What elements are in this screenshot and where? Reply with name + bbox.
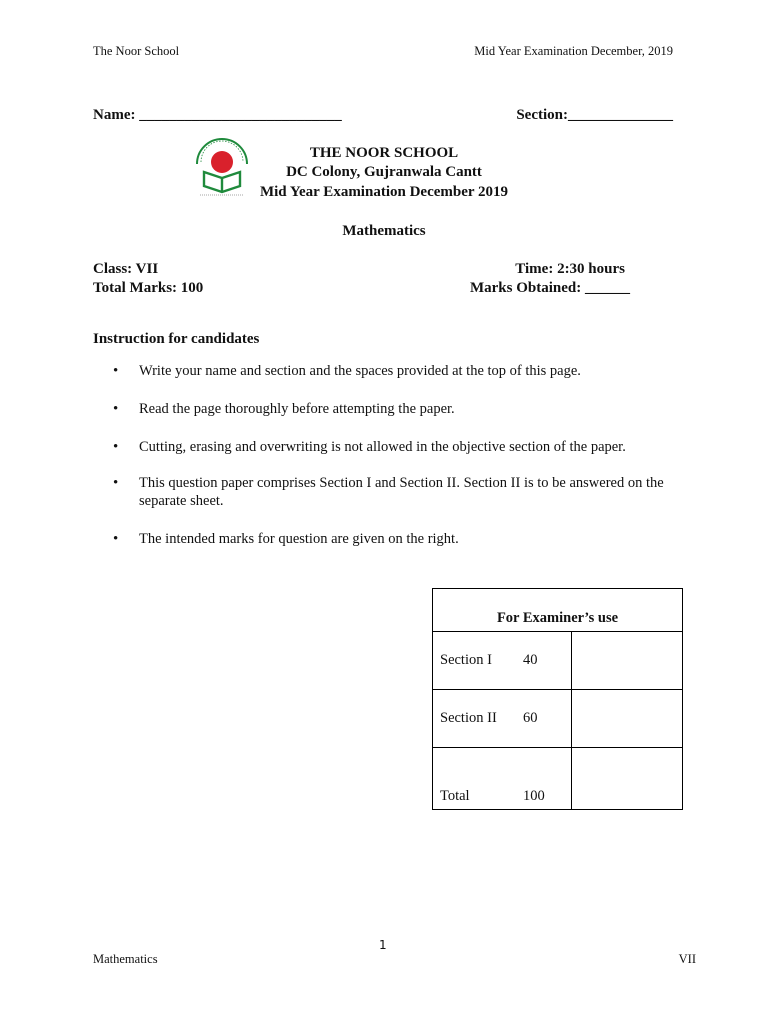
footer-subject: Mathematics [93,952,158,966]
instruction-item: • Read the page thoroughly before attempting the paper. [113,400,673,418]
section-marks: 40 [523,652,538,668]
class-label: Class: VII [93,261,159,277]
instruction-item: • The intended marks for question are given on the right. [113,530,673,548]
section-label: Section II [440,710,497,726]
time-label: Time: 2:30 hours [515,261,625,277]
page-number: 1 [379,938,387,952]
total-marks-label: Total Marks: 100 [93,280,204,296]
marks-obtained-field: Marks Obtained: ______ [469,280,630,296]
subject-title: Mathematics [342,223,426,239]
footer-class: VII [678,952,696,966]
total-marks: 100 [523,788,545,804]
exam-title: Mid Year Examination December 2019 [259,184,509,200]
instruction-item: • This question paper comprises Section I and Section II. Section II is to be answered on the separate sheet. [113,474,669,510]
section-field: Section:______________ [516,107,673,123]
instruction-item: • Write your name and section and the spaces provided at the top of this page. [113,362,673,380]
instructions-heading: Instruction for candidates [93,331,260,347]
instructions-list [113,362,673,548]
table-row [433,748,683,810]
table-row [433,632,683,690]
total-label: Total [440,788,470,804]
header-exam-title: Mid Year Examination December, 2019 [474,44,673,58]
school-address: DC Colony, Gujranwala Cantt [286,164,482,180]
score-cell [572,690,683,748]
section-marks: 60 [523,710,538,726]
score-cell [572,632,683,690]
examiner-table [432,588,683,810]
section-label: Section I [440,652,492,668]
examiner-table-title: For Examiner’s use [433,589,683,632]
header-school-name: The Noor School [93,44,180,58]
instruction-item: • Cutting, erasing and overwriting is not allowed in the objective section of the paper. [113,438,673,456]
score-cell [572,748,683,810]
table-row [433,690,683,748]
name-field: Name: ___________________________ [93,107,342,123]
school-title: THE NOOR SCHOOL [309,145,459,161]
